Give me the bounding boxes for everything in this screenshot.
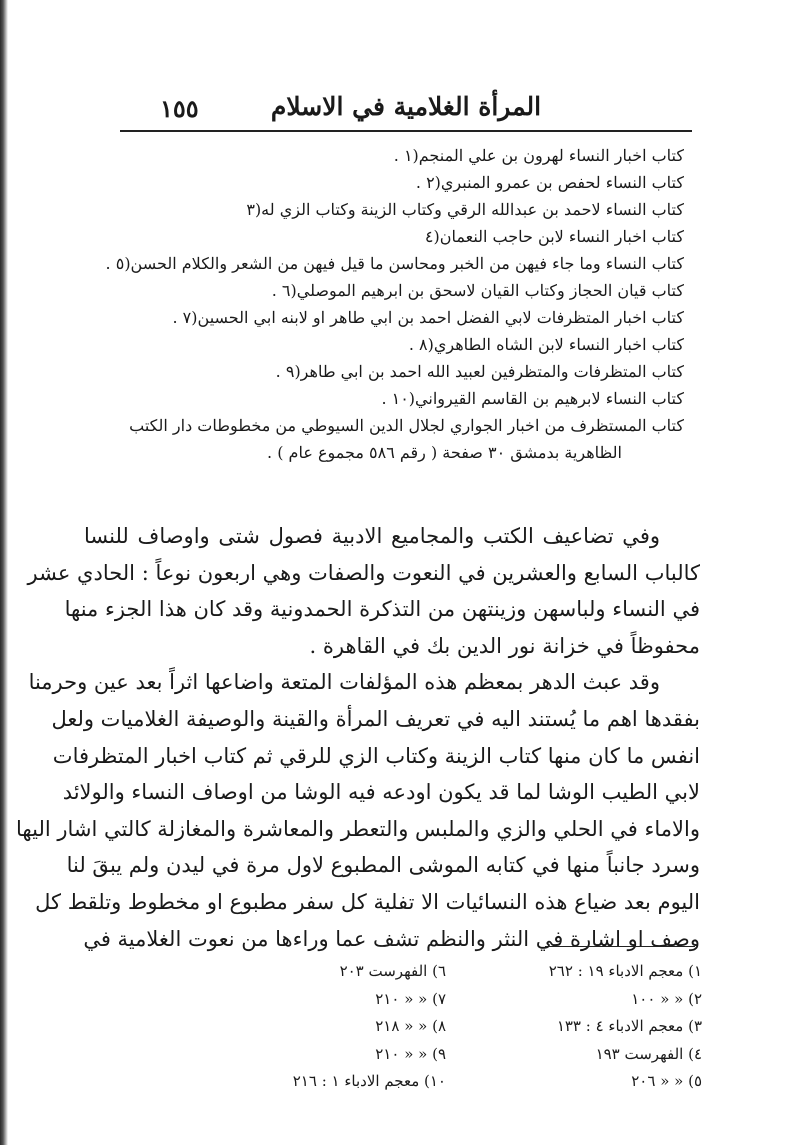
book-entry: كتاب اخبار النساء لابن الشاه الطاهري(٨ . bbox=[408, 335, 684, 354]
page-title: المرأة الغلامية في الاسلام bbox=[270, 92, 542, 121]
book-entry: كتاب اخبار المتظرفات لابي الفضل احمد بن ابي طاهر او لابنه ابي الحسين(٧ . bbox=[172, 308, 684, 327]
paragraph-line: اليوم بعد ضياع هذه النسائيات الا تفلية كل سفر مطبوع او مخطوط وتلقط كل bbox=[35, 889, 700, 914]
book-entry-continuation: الظاهرية بدمشق ٣٠ صفحة ( رقم ٥٨٦ مجموع عام ) . bbox=[267, 443, 622, 462]
running-header bbox=[120, 86, 692, 132]
paragraph-line: محفوظاً في خزانة نور الدين بك في القاهرة . bbox=[309, 633, 700, 658]
footnote: ١) معجم الادباء ١٩ : ٢٦٢ bbox=[548, 962, 702, 980]
paragraph-line: في النساء ولباسهن وزينتهن من التذكرة الحمدونية وقد كان هذا الجزء منها bbox=[64, 597, 700, 622]
body-paragraphs bbox=[16, 518, 700, 957]
book-list bbox=[46, 142, 684, 466]
footnote: ١٠) معجم الادباء ١ : ٢١٦ bbox=[292, 1072, 446, 1090]
footnote-divider bbox=[545, 946, 695, 947]
book-entry: كتاب النساء لحفص بن عمرو المنبري(٢ . bbox=[415, 173, 684, 192]
paragraph-line: كالباب السابع والعشرين في النعوت والصفات وهي اربعون نوعاً : الحادي عشر bbox=[27, 560, 700, 585]
book-entry: كتاب النساء وما جاء فيهن من الخبر ومحاسن ما قيل فيهن من الشعر والكلام الحسن(٥ . bbox=[105, 254, 684, 273]
book-entry: كتاب قيان الحجاز وكتاب القيان لاسحق بن ابرهيم الموصلي(٦ . bbox=[271, 281, 684, 300]
scan-edge bbox=[0, 0, 8, 1145]
footnotes bbox=[190, 958, 702, 1096]
footnote: ٦) الفهرست ٢٠٣ bbox=[339, 962, 446, 980]
paragraph-line: وسرد جانباً منها في كتابه الموشى المطبوع لاول مرة في ليدن ولم يبقَ لنا bbox=[66, 853, 700, 878]
footnote: ٧) « « ٢١٠ bbox=[375, 989, 446, 1008]
paragraph-line: لابي الطيب الوشا لما قد يكون اودعه فيه الوشا من اوصاف النساء والولائد bbox=[62, 780, 700, 805]
footnote: ٢) « « ١٠٠ bbox=[631, 989, 702, 1008]
paragraph-line: انفس ما كان منها كتاب الزينة وكتاب الزي للرقي ثم كتاب اخبار المتظرفات bbox=[52, 743, 700, 768]
paragraph-line: وفي تضاعيف الكتب والمجاميع الادبية فصول شتى واوصاف للنسا bbox=[84, 524, 660, 548]
footnote: ٨) « « ٢١٨ bbox=[375, 1017, 446, 1035]
book-entry: كتاب اخبار النساء لهرون بن علي المنجم(١ . bbox=[393, 146, 684, 165]
book-entry: كتاب النساء لابرهيم بن القاسم القيرواني(١٠ . bbox=[381, 389, 684, 408]
footnote: ٣) معجم الادباء ٤ : ١٣٣ bbox=[556, 1017, 702, 1035]
paragraph-line: والاماء في الحلي والزي والملبس والتعطر والمعاشرة والمغازلة كالتي اشار اليها bbox=[16, 816, 700, 841]
paragraph-line: وصف او اشارة في النثر والنظم تشف عما وراءها من نعوت الغلامية في bbox=[83, 926, 700, 951]
paragraph-line: بفقدها اهم ما يُستند اليه في تعريف المرأة والقينة والوصيفة الغلاميات ولعل bbox=[51, 706, 700, 731]
book-entry: كتاب المستظرف من اخبار الجواري لجلال الدين السيوطي من مخطوطات دار الكتب bbox=[129, 416, 684, 435]
footnote: ٥) « « ٢٠٦ bbox=[631, 1072, 702, 1090]
footnote: ٩) « « ٢١٠ bbox=[375, 1044, 446, 1063]
page-number: ١٥٥ bbox=[160, 94, 199, 123]
book-entry: كتاب النساء لاحمد بن عبدالله الرقي وكتاب الزينة وكتاب الزي له(٣ bbox=[246, 200, 684, 219]
footnote-column-left bbox=[190, 958, 446, 1096]
book-entry: كتاب اخبار النساء لابن حاجب النعمان(٤ bbox=[424, 227, 684, 246]
book-entry: كتاب المتظرفات والمتظرفين لعبيد الله احمد بن ابي طاهر(٩ . bbox=[275, 362, 684, 381]
paragraph-line: وقد عبث الدهر بمعظم هذه المؤلفات المتعة واضاعها اثراً بعد عين وحرمنا bbox=[28, 670, 660, 695]
footnote-column-right bbox=[446, 958, 702, 1096]
footnote: ٤) الفهرست ١٩٣ bbox=[595, 1044, 702, 1063]
